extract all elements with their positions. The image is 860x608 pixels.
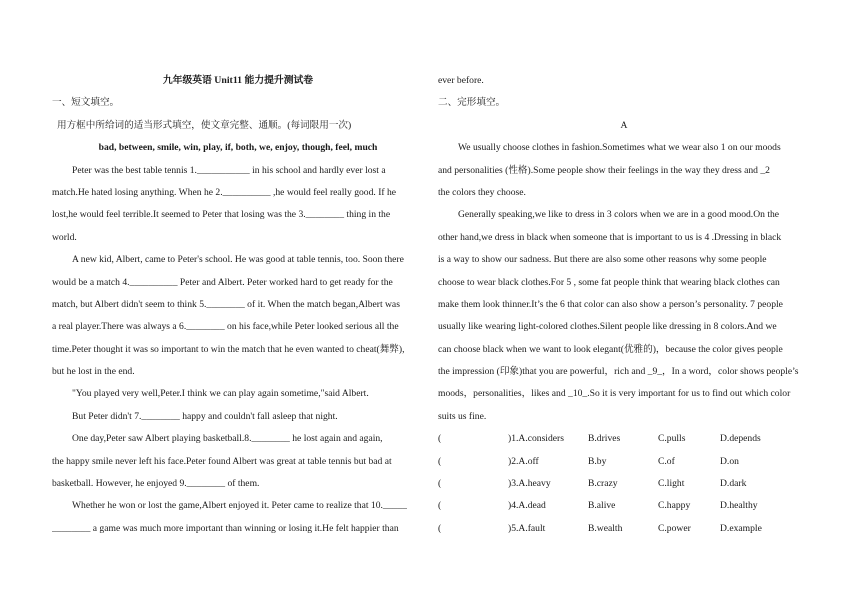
passage-line: but he lost in the end. [52,366,135,378]
answer-bracket: ( [438,522,442,534]
option-row [438,428,810,450]
option-d: D.healthy [720,500,758,512]
passage-line: basketball. However, he enjoyed 9.________ of them. [52,478,260,490]
passage-subtitle: A [620,119,628,131]
passage-line: Peter was the best table tennis 1.___________ in his school and hardly ever lost a [72,164,386,176]
passage-line: time.Peter thought it was so important to win the match that he even wanted to cheat(舞弊), [52,343,405,355]
option-d: D.example [720,522,762,534]
option-a: )3.A.heavy [508,478,551,490]
passage-line: But Peter didn't 7.________ happy and couldn't fall asleep that night. [72,410,338,422]
section-heading-1: 一、短文填空。 [52,97,120,109]
passage-line: Whether he won or lost the game,Albert enjoyed it. Peter came to realize that 10._____ [72,500,407,512]
option-row [438,518,810,540]
passage-line: can choose black when we want to look elegant(优雅的)，because the color gives people [438,343,783,355]
passage-line: usually like wearing light-colored clothes.Silent people like dressing in 8 colors.And we [438,321,777,333]
answer-bracket: ( [438,433,442,445]
passage-line: the colors they choose. [438,186,526,198]
option-b: B.drives [588,433,621,445]
passage-line: choose to wear black clothes.For 5 , some fat people think that wearing black clothes can [438,276,780,288]
option-row [438,473,810,495]
answer-bracket: ( [438,478,442,490]
page-title: 九年级英语 Unit11 能力提升测试卷 [162,75,314,86]
option-a: )4.A.dead [508,500,546,512]
passage-line: would be a match 4.__________ Peter and Albert. Peter worked hard to get ready for the [52,276,393,288]
passage-line: match.He hated losing anything. When he 2.__________ ,he would feel really good. If he [52,186,397,198]
option-row [438,495,810,517]
passage-line: the happy smile never left his face.Peter found Albert was great at table tennis but bad at [52,455,392,467]
option-c: C.of [658,455,675,467]
option-c: C.power [658,522,691,534]
passage-line: the impression (印象)that you are powerful，rich and _9_，In a word，color shows people’s [438,366,799,378]
option-row [438,451,810,473]
answer-bracket: ( [438,500,442,512]
passage-line: moods，personalities，likes and _10_.So it is very important for us to find out which color [438,388,791,400]
passage-line: One day,Peter saw Albert playing basketball.8.________ he lost again and again, [72,433,383,445]
option-a: )1.A.considers [508,433,564,445]
passage-line: lost,he would feel terrible.It seemed to Peter that losing was the 3.________ thing in the [52,209,391,221]
continued-line: ever before. [438,75,484,86]
passage-line: make them look thinner.It’s the 6 that color can also show a person’s personality. 7 people [438,298,783,310]
answer-bracket: ( [438,455,442,467]
option-c: C.pulls [658,433,686,445]
passage-line: suits us fine. [438,410,487,422]
passage-line: other hand,we dress in black when someone that is important to us is 4 .Dressing in black [438,231,782,243]
option-b: B.by [588,455,607,467]
option-c: C.light [658,478,685,490]
option-b: B.wealth [588,522,623,534]
passage-line: "You played very well,Peter.I think we can play again sometime,"said Albert. [72,388,369,400]
section-heading-2: 二、完形填空。 [438,97,506,109]
option-d: D.dark [720,478,747,490]
passage-line: world. [52,231,77,243]
passage-line: A new kid, Albert, came to Peter's school. He was good at table tennis, too. Soon there [72,254,404,266]
passage-line: a real player.There was always a 6.________ on his face,while Peter looked serious all the [52,321,399,333]
left-column [52,70,424,540]
right-column [438,70,810,540]
passage-line: ________ a game was much more important than winning or losing it.He felt happier than [52,522,399,534]
option-b: B.alive [588,500,616,512]
word-box: bad, between, smile, win, play, if, both, we, enjoy, though, feel, much [98,142,378,154]
option-b: B.crazy [588,478,618,490]
passage-line: is a way to show our sadness. But there are also some other reasons why some people [438,254,767,266]
option-a: )5.A.fault [508,522,546,534]
option-d: D.on [720,455,739,467]
passage-line: Generally speaking,we like to dress in 3 colors when we are in a good mood.On the [458,209,780,221]
option-c: C.happy [658,500,691,512]
passage-line: We usually choose clothes in fashion.Sometimes what we wear also 1 on our moods [458,142,781,154]
passage-line: match, but Albert didn't seem to think 5.________ of it. When the match began,Albert was [52,298,400,310]
passage-line: and personalities (性格).Some people show their feelings in the way they dress and _2 [438,164,770,176]
instruction: 用方框中所给词的适当形式填空，使文章完整、通顺。(每词限用一次) [57,119,352,131]
option-a: )2.A.off [508,455,539,467]
option-d: D.depends [720,433,761,445]
